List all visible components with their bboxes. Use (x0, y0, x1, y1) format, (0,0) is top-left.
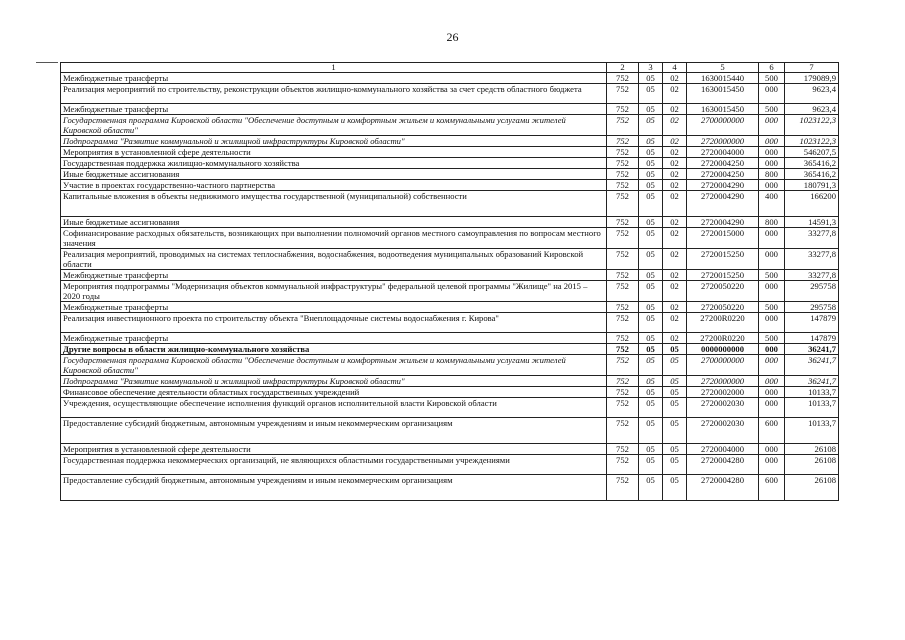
row-expense-type-code: 000 (759, 387, 785, 398)
row-section-code: 05 (639, 355, 663, 376)
row-subsection-code: 02 (663, 270, 687, 281)
row-amount: 295758 (785, 302, 839, 313)
row-target-code: 1630015440 (687, 73, 759, 84)
row-target-code: 2720004290 (687, 217, 759, 228)
row-name: Государственная программа Кировской области "Обеспечение доступным и комфортным жильем и коммунальными услугами жителей Кировской области" (61, 355, 607, 376)
row-expense-type-code: 000 (759, 228, 785, 249)
row-section-code: 05 (639, 136, 663, 147)
table-row (61, 355, 839, 376)
col-header-target: 5 (687, 63, 759, 73)
row-subsection-code: 05 (663, 475, 687, 501)
row-expense-type-code: 500 (759, 302, 785, 313)
row-target-code: 2720015250 (687, 270, 759, 281)
col-header-expense-type: 6 (759, 63, 785, 73)
row-section-code: 05 (639, 158, 663, 169)
row-name: Реализация мероприятий по строительству, реконструкции объектов жилищно-коммунального хозяйства за счет средств областного бюджета (61, 84, 607, 104)
row-ministry-code: 752 (607, 387, 639, 398)
col-header-section: 3 (639, 63, 663, 73)
row-section-code: 05 (639, 73, 663, 84)
row-ministry-code: 752 (607, 136, 639, 147)
row-expense-type-code: 000 (759, 313, 785, 333)
row-subsection-code: 02 (663, 281, 687, 302)
col-header-amount: 7 (785, 63, 839, 73)
row-subsection-code: 05 (663, 344, 687, 355)
col-header-subsection: 4 (663, 63, 687, 73)
row-subsection-code: 05 (663, 418, 687, 444)
page-number: 26 (446, 30, 459, 44)
row-amount: 179089,9 (785, 73, 839, 84)
row-target-code: 2720015250 (687, 249, 759, 270)
table-row (61, 313, 839, 333)
row-amount: 33277,8 (785, 270, 839, 281)
row-amount: 36241,7 (785, 344, 839, 355)
row-subsection-code: 02 (663, 217, 687, 228)
row-subsection-code: 02 (663, 180, 687, 191)
row-amount: 147879 (785, 313, 839, 333)
col-header-ministry: 2 (607, 63, 639, 73)
row-subsection-code: 05 (663, 355, 687, 376)
row-subsection-code: 02 (663, 158, 687, 169)
row-target-code: 2720004250 (687, 158, 759, 169)
row-ministry-code: 752 (607, 84, 639, 104)
row-name: Межбюджетные трансферты (61, 73, 607, 84)
row-name: Подпрограмма "Развитие коммунальной и жилищной инфраструктуры Кировской области" (61, 136, 607, 147)
row-amount: 295758 (785, 281, 839, 302)
row-ministry-code: 752 (607, 158, 639, 169)
row-ministry-code: 752 (607, 270, 639, 281)
row-target-code: 2720004000 (687, 147, 759, 158)
row-section-code: 05 (639, 376, 663, 387)
row-subsection-code: 05 (663, 387, 687, 398)
row-name: Государственная поддержка жилищно-коммунального хозяйства (61, 158, 607, 169)
row-subsection-code: 02 (663, 147, 687, 158)
row-target-code: 27200R0220 (687, 333, 759, 344)
row-name: Участие в проектах государственно-частного партнерства (61, 180, 607, 191)
row-section-code: 05 (639, 228, 663, 249)
row-name: Капитальные вложения в объекты недвижимого имущества государственной (муниципальной) собственности (61, 191, 607, 217)
row-target-code: 2720004290 (687, 191, 759, 217)
row-expense-type-code: 000 (759, 180, 785, 191)
row-expense-type-code: 500 (759, 104, 785, 115)
row-ministry-code: 752 (607, 104, 639, 115)
table-row (61, 73, 839, 84)
header-row (61, 63, 839, 73)
row-section-code: 05 (639, 455, 663, 475)
row-section-code: 05 (639, 115, 663, 136)
row-name: Межбюджетные трансферты (61, 270, 607, 281)
table-row (61, 158, 839, 169)
row-section-code: 05 (639, 418, 663, 444)
row-ministry-code: 752 (607, 147, 639, 158)
table-row (61, 444, 839, 455)
row-subsection-code: 05 (663, 376, 687, 387)
row-expense-type-code: 000 (759, 147, 785, 158)
row-subsection-code: 02 (663, 228, 687, 249)
row-name: Мероприятия в установленной сфере деятельности (61, 147, 607, 158)
row-name: Софинансирование расходных обязательств, возникающих при выполнении полномочий органов местного самоуправления по вопросам местного значения (61, 228, 607, 249)
row-target-code: 2720000000 (687, 136, 759, 147)
row-ministry-code: 752 (607, 398, 639, 418)
table-row (61, 281, 839, 302)
row-target-code: 2700000000 (687, 355, 759, 376)
row-amount: 26108 (785, 475, 839, 501)
row-target-code: 2720004290 (687, 180, 759, 191)
row-name: Межбюджетные трансферты (61, 104, 607, 115)
row-amount: 14591,3 (785, 217, 839, 228)
row-target-code: 1630015450 (687, 84, 759, 104)
row-ministry-code: 752 (607, 169, 639, 180)
row-expense-type-code: 000 (759, 355, 785, 376)
row-ministry-code: 752 (607, 418, 639, 444)
row-ministry-code: 752 (607, 355, 639, 376)
table-row (61, 191, 839, 217)
table-row (61, 249, 839, 270)
row-amount: 10133,7 (785, 387, 839, 398)
row-amount: 9623,4 (785, 84, 839, 104)
table-row (61, 475, 839, 501)
row-section-code: 05 (639, 249, 663, 270)
row-name: Государственная поддержка некоммерческих организаций, не являющихся областными государственными учреждениями (61, 455, 607, 475)
table-row (61, 228, 839, 249)
row-amount: 546207,5 (785, 147, 839, 158)
row-ministry-code: 752 (607, 475, 639, 501)
row-target-code: 1630015450 (687, 104, 759, 115)
row-ministry-code: 752 (607, 249, 639, 270)
row-name: Предоставление субсидий бюджетным, автономным учреждениям и иным некоммерческим организациям (61, 418, 607, 444)
row-target-code: 2720002030 (687, 398, 759, 418)
table-row (61, 217, 839, 228)
row-ministry-code: 752 (607, 281, 639, 302)
table-row (61, 398, 839, 418)
row-target-code: 2720004000 (687, 444, 759, 455)
row-section-code: 05 (639, 302, 663, 313)
row-section-code: 05 (639, 217, 663, 228)
row-amount: 10133,7 (785, 398, 839, 418)
row-section-code: 05 (639, 180, 663, 191)
row-expense-type-code: 000 (759, 136, 785, 147)
table-row (61, 455, 839, 475)
row-expense-type-code: 000 (759, 84, 785, 104)
row-expense-type-code: 000 (759, 344, 785, 355)
row-name: Реализация мероприятий, проводимых на системах теплоснабжения, водоснабжения, водоотведения муниципальных образований Кировской области (61, 249, 607, 270)
row-expense-type-code: 400 (759, 191, 785, 217)
row-target-code: 2700000000 (687, 115, 759, 136)
row-amount: 36241,7 (785, 355, 839, 376)
row-expense-type-code: 600 (759, 475, 785, 501)
row-name: Реализация инвестиционного проекта по строительству объекта "Внеплощадочные системы водоснабжения г. Кирова" (61, 313, 607, 333)
row-target-code: 2720004280 (687, 455, 759, 475)
row-expense-type-code: 000 (759, 398, 785, 418)
row-target-code: 2720015000 (687, 228, 759, 249)
row-target-code: 27200R0220 (687, 313, 759, 333)
row-subsection-code: 02 (663, 249, 687, 270)
row-name: Межбюджетные трансферты (61, 302, 607, 313)
table-row (61, 169, 839, 180)
row-target-code: 2720002030 (687, 418, 759, 444)
row-expense-type-code: 000 (759, 158, 785, 169)
row-section-code: 05 (639, 313, 663, 333)
row-amount: 10133,7 (785, 418, 839, 444)
row-expense-type-code: 000 (759, 249, 785, 270)
row-amount: 147879 (785, 333, 839, 344)
row-expense-type-code: 000 (759, 115, 785, 136)
row-name: Иные бюджетные ассигнования (61, 217, 607, 228)
row-amount: 33277,8 (785, 228, 839, 249)
row-section-code: 05 (639, 398, 663, 418)
row-expense-type-code: 500 (759, 333, 785, 344)
row-name: Мероприятия в установленной сфере деятельности (61, 444, 607, 455)
row-section-code: 05 (639, 84, 663, 104)
row-ministry-code: 752 (607, 191, 639, 217)
row-section-code: 05 (639, 475, 663, 501)
row-ministry-code: 752 (607, 455, 639, 475)
row-section-code: 05 (639, 444, 663, 455)
table-row (61, 270, 839, 281)
row-subsection-code: 02 (663, 136, 687, 147)
row-subsection-code: 02 (663, 313, 687, 333)
row-name: Предоставление субсидий бюджетным, автономным учреждениям и иным некоммерческим организациям (61, 475, 607, 501)
table-row (61, 387, 839, 398)
row-section-code: 05 (639, 387, 663, 398)
row-name: Межбюджетные трансферты (61, 333, 607, 344)
row-expense-type-code: 500 (759, 270, 785, 281)
row-target-code: 2720002000 (687, 387, 759, 398)
table-row (61, 84, 839, 104)
row-ministry-code: 752 (607, 115, 639, 136)
col-header-name: 1 (61, 63, 607, 73)
row-name: Финансовое обеспечение деятельности областных государственных учреждений (61, 387, 607, 398)
row-subsection-code: 05 (663, 398, 687, 418)
row-ministry-code: 752 (607, 376, 639, 387)
row-ministry-code: 752 (607, 313, 639, 333)
row-target-code: 2720000000 (687, 376, 759, 387)
row-expense-type-code: 000 (759, 376, 785, 387)
row-amount: 9623,4 (785, 104, 839, 115)
row-amount: 365416,2 (785, 158, 839, 169)
row-amount: 26108 (785, 444, 839, 455)
row-amount: 365416,2 (785, 169, 839, 180)
row-target-code: 2720050220 (687, 281, 759, 302)
row-name: Мероприятия подпрограммы "Модернизация объектов коммунальной инфраструктуры" федеральной целевой программы "Жилище" на 2015 – 2020 годы (61, 281, 607, 302)
margin-mark (36, 62, 58, 63)
row-ministry-code: 752 (607, 444, 639, 455)
row-expense-type-code: 600 (759, 418, 785, 444)
row-name: Иные бюджетные ассигнования (61, 169, 607, 180)
row-expense-type-code: 000 (759, 444, 785, 455)
row-ministry-code: 752 (607, 333, 639, 344)
row-subsection-code: 02 (663, 302, 687, 313)
row-section-code: 05 (639, 191, 663, 217)
row-name: Подпрограмма "Развитие коммунальной и жилищной инфраструктуры Кировской области" (61, 376, 607, 387)
row-section-code: 05 (639, 281, 663, 302)
table-row (61, 418, 839, 444)
row-ministry-code: 752 (607, 228, 639, 249)
row-amount: 166200 (785, 191, 839, 217)
row-ministry-code: 752 (607, 217, 639, 228)
row-amount: 36241,7 (785, 376, 839, 387)
row-expense-type-code: 000 (759, 281, 785, 302)
row-amount: 26108 (785, 455, 839, 475)
row-section-code: 05 (639, 333, 663, 344)
row-section-code: 05 (639, 147, 663, 158)
row-subsection-code: 02 (663, 333, 687, 344)
row-section-code: 05 (639, 169, 663, 180)
row-expense-type-code: 800 (759, 169, 785, 180)
table-row (61, 115, 839, 136)
row-subsection-code: 02 (663, 191, 687, 217)
row-subsection-code: 05 (663, 455, 687, 475)
row-subsection-code: 05 (663, 444, 687, 455)
row-section-code: 05 (639, 270, 663, 281)
table-row (61, 376, 839, 387)
row-target-code: 0000000000 (687, 344, 759, 355)
table-body (61, 73, 839, 501)
table-row (61, 333, 839, 344)
row-ministry-code: 752 (607, 73, 639, 84)
table-row (61, 136, 839, 147)
row-name: Государственная программа Кировской области "Обеспечение доступным и комфортным жильем и коммунальными услугами жителей Кировской области" (61, 115, 607, 136)
row-subsection-code: 02 (663, 115, 687, 136)
row-ministry-code: 752 (607, 180, 639, 191)
table-row (61, 180, 839, 191)
row-ministry-code: 752 (607, 344, 639, 355)
row-ministry-code: 752 (607, 302, 639, 313)
row-subsection-code: 02 (663, 73, 687, 84)
table-row (61, 302, 839, 313)
row-amount: 33277,8 (785, 249, 839, 270)
row-amount: 180791,3 (785, 180, 839, 191)
row-name: Другие вопросы в области жилищно-коммунального хозяйства (61, 344, 607, 355)
row-name: Учреждения, осуществляющие обеспечение исполнения функций органов исполнительной власти Кировской области (61, 398, 607, 418)
row-expense-type-code: 000 (759, 455, 785, 475)
row-subsection-code: 02 (663, 84, 687, 104)
row-target-code: 2720050220 (687, 302, 759, 313)
row-amount: 1023122,3 (785, 115, 839, 136)
row-amount: 1023122,3 (785, 136, 839, 147)
row-subsection-code: 02 (663, 169, 687, 180)
table-row (61, 104, 839, 115)
table-row (61, 344, 839, 355)
row-section-code: 05 (639, 344, 663, 355)
row-target-code: 2720004280 (687, 475, 759, 501)
budget-table (60, 62, 839, 501)
row-section-code: 05 (639, 104, 663, 115)
row-target-code: 2720004250 (687, 169, 759, 180)
table-row (61, 147, 839, 158)
row-subsection-code: 02 (663, 104, 687, 115)
row-expense-type-code: 800 (759, 217, 785, 228)
row-expense-type-code: 500 (759, 73, 785, 84)
